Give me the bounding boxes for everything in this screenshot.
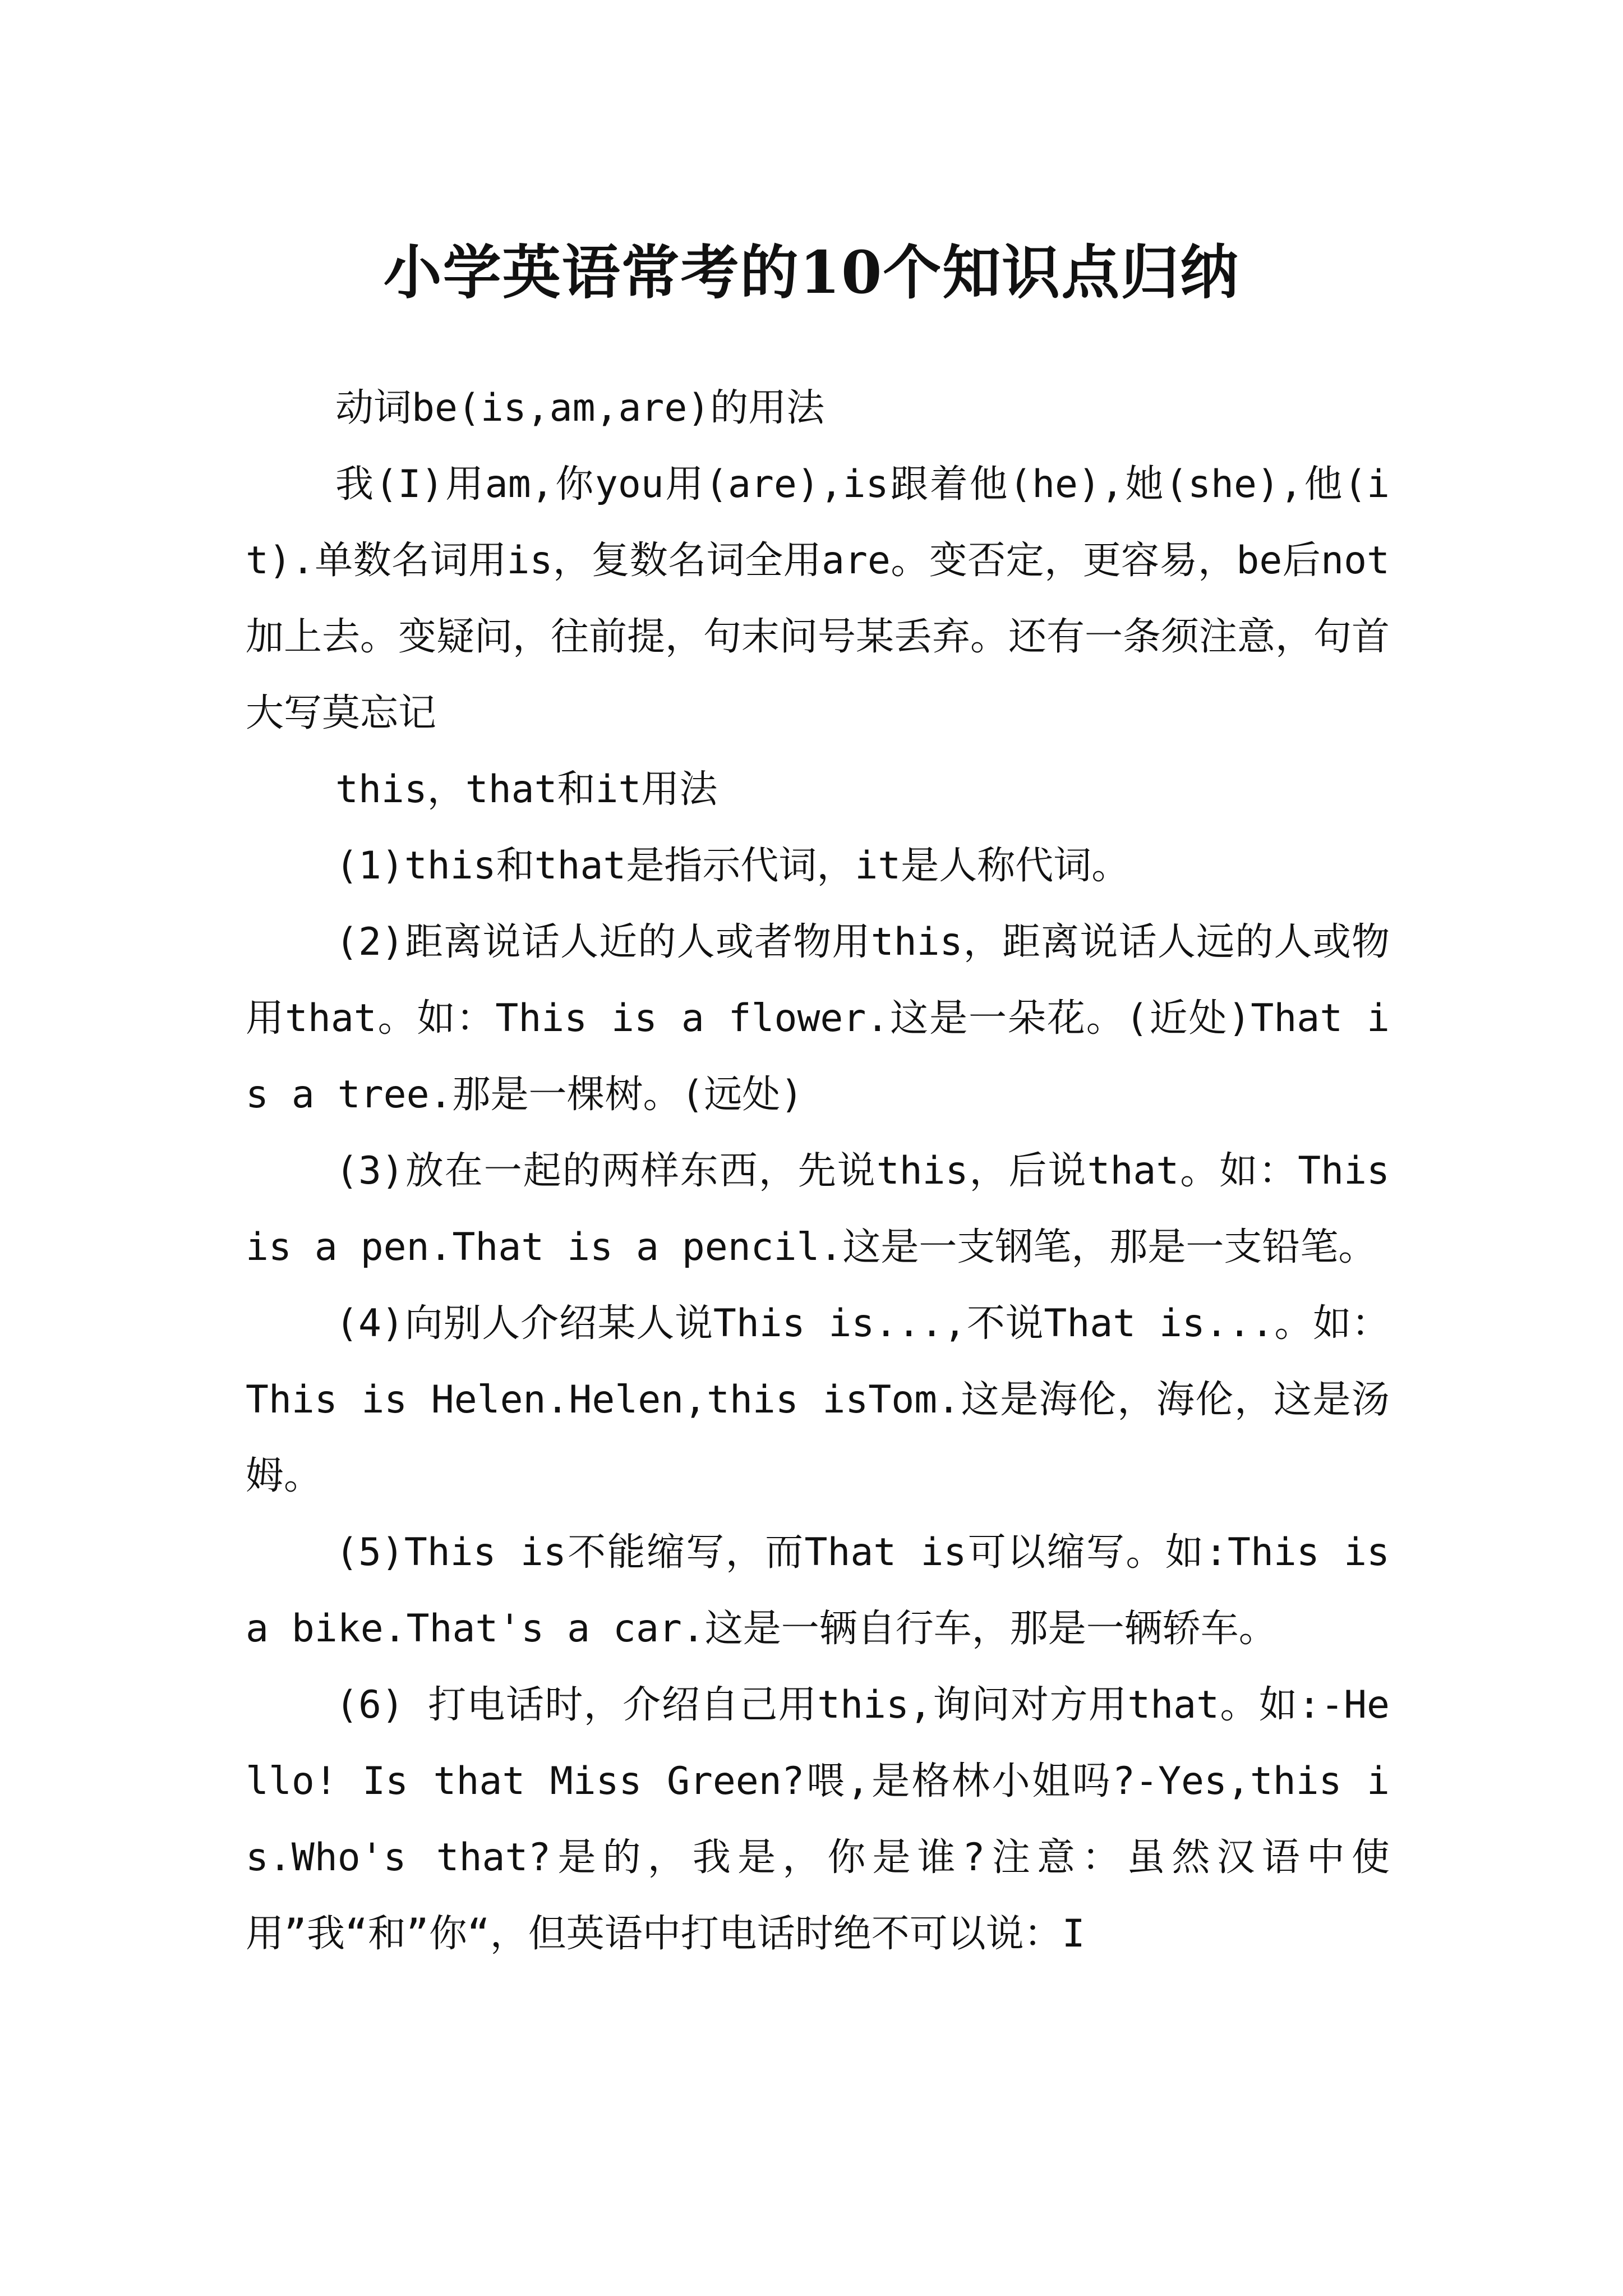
paragraph-be-heading: 动词be(is,am,are)的用法	[335, 386, 825, 430]
document-body	[246, 370, 1390, 1972]
paragraph-point-3: (3)放在一起的两样东西，先说this，后说that。如：This is a pen.That is a pencil.这是一支钢笔，那是一支铅笔。	[246, 1149, 1390, 1269]
paragraph-point-5: (5)This is不能缩写，而That is可以缩写。如:This is a bike.That's a car.这是一辆自行车，那是一辆轿车。	[246, 1530, 1390, 1651]
paragraph-this-that-heading: this，that和it用法	[335, 767, 718, 812]
paragraph-point-4: (4)向别人介绍某人说This is...,不说That is...。如：This is Helen.Helen,this isTom.这是海伦，海伦，这是汤姆。	[246, 1301, 1390, 1498]
paragraph-point-1: (1)this和that是指示代词，it是人称代词。	[335, 844, 1130, 888]
paragraph-point-6: (6) 打电话时，介绍自己用this,询问对方用that。如:-Hello! Is that Miss Green?喂,是格林小姐吗?-Yes,this is.Who's that?是的，我是，你是谁?注意：虽然汉语中使用”我“和”你“，但英语中打电话时绝不可以说：I	[246, 1683, 1390, 1956]
document-title: 小学英语常考的10个知识点归纳	[383, 237, 1240, 307]
paragraph-point-2: (2)距离说话人近的人或者物用this，距离说话人远的人或物用that。如：This is a flower.这是一朵花。(近处)That is a tree.那是一棵树。(远处)	[246, 920, 1390, 1117]
paragraph-be-rhyme: 我(I)用am,你you用(are),is跟着他(he),她(she),他(it).单数名词用is，复数名词全用are。变否定，更容易，be后not加上去。变疑问，往前提，句末问号某丢弃。还有一条须注意，句首大写莫忘记	[246, 462, 1390, 735]
